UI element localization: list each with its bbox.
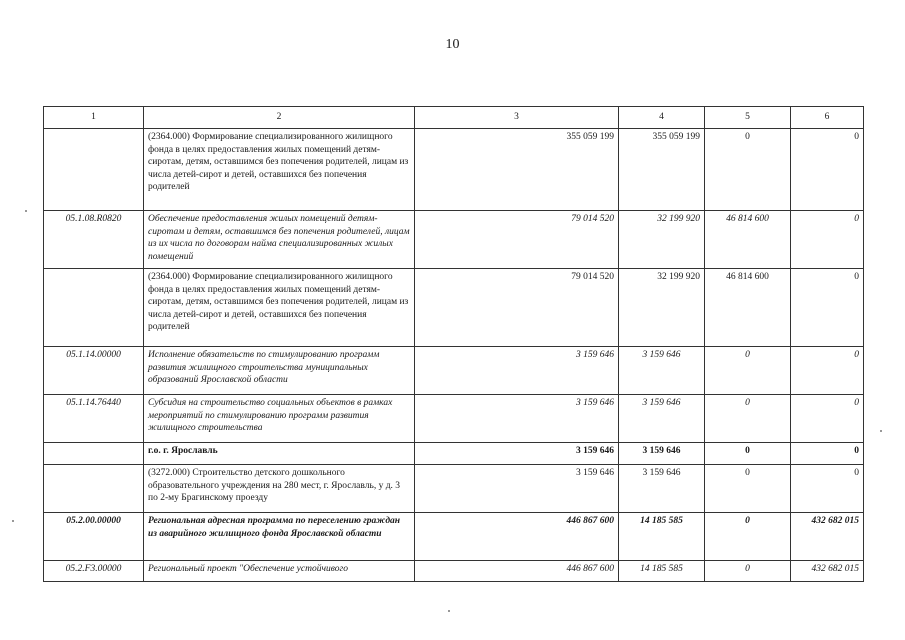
scan-speck	[25, 210, 27, 212]
row-description: Обеспечение предоставления жилых помещений детям-сиротам и детям, оставшимся без попечения родителей, лицам из их числа по договорам найма специализированных жилых помещений	[144, 211, 415, 269]
row-value-col3: 446 867 600	[415, 561, 619, 582]
row-code: 05.2.F3.00000	[44, 561, 144, 582]
column-header-1: 1	[44, 107, 144, 129]
row-code: 05.1.08.R0820	[44, 211, 144, 269]
scan-speck	[12, 520, 14, 522]
row-value-col4: 3 159 646	[619, 347, 705, 395]
row-description: Региональный проект "Обеспечение устойчивого	[144, 561, 415, 582]
row-value-col6: 0	[791, 465, 864, 513]
row-code: 05.1.14.76440	[44, 395, 144, 443]
row-code	[44, 269, 144, 347]
table-header-row	[44, 107, 864, 129]
scan-speck	[880, 430, 882, 432]
scan-speck	[448, 610, 450, 612]
row-value-col3: 3 159 646	[415, 395, 619, 443]
row-value-col5: 0	[705, 347, 791, 395]
row-value-col5: 0	[705, 561, 791, 582]
table-row	[44, 465, 864, 513]
table-row	[44, 129, 864, 211]
table-row	[44, 395, 864, 443]
row-description: Субсидия на строительство социальных объектов в рамках мероприятий по стимулированию программ развития жилищного строительства	[144, 395, 415, 443]
row-description: г.о. г. Ярославль	[144, 443, 415, 465]
table-row	[44, 561, 864, 582]
page-number: 10	[445, 37, 460, 52]
budget-table	[43, 106, 864, 582]
row-value-col4: 32 199 920	[619, 269, 705, 347]
row-value-col6: 0	[791, 129, 864, 211]
row-value-col4: 14 185 585	[619, 561, 705, 582]
column-header-4: 4	[619, 107, 705, 129]
table-row	[44, 513, 864, 561]
row-value-col4: 3 159 646	[619, 443, 705, 465]
row-description: Региональная адресная программа по переселению граждан из аварийного жилищного фонда Ярославской области	[144, 513, 415, 561]
row-value-col6: 432 682 015	[791, 513, 864, 561]
row-code: 05.2.00.00000	[44, 513, 144, 561]
row-value-col5: 0	[705, 129, 791, 211]
column-header-2: 2	[144, 107, 415, 129]
row-value-col5: 0	[705, 443, 791, 465]
column-header-5: 5	[705, 107, 791, 129]
row-value-col5: 0	[705, 513, 791, 561]
row-value-col6: 0	[791, 395, 864, 443]
row-value-col6: 0	[791, 269, 864, 347]
row-code	[44, 465, 144, 513]
table-row	[44, 347, 864, 395]
row-value-col5: 46 814 600	[705, 211, 791, 269]
row-value-col4: 3 159 646	[619, 465, 705, 513]
row-value-col6: 0	[791, 211, 864, 269]
row-value-col5: 46 814 600	[705, 269, 791, 347]
row-value-col3: 79 014 520	[415, 269, 619, 347]
row-value-col3: 3 159 646	[415, 443, 619, 465]
table-row	[44, 211, 864, 269]
row-code	[44, 443, 144, 465]
row-value-col4: 32 199 920	[619, 211, 705, 269]
row-value-col4: 3 159 646	[619, 395, 705, 443]
row-value-col3: 3 159 646	[415, 347, 619, 395]
row-value-col3: 79 014 520	[415, 211, 619, 269]
row-description: (2364.000) Формирование специализированного жилищного фонда в целях предоставления жилых помещений детям-сиротам, детям, оставшимся без попечения родителей, лицам из числа детей-сирот и детей, оставшихся без попечения родителей	[144, 129, 415, 211]
row-value-col3: 3 159 646	[415, 465, 619, 513]
row-value-col6: 432 682 015	[791, 561, 864, 582]
row-value-col5: 0	[705, 395, 791, 443]
row-value-col5: 0	[705, 465, 791, 513]
row-value-col6: 0	[791, 347, 864, 395]
row-code: 05.1.14.00000	[44, 347, 144, 395]
row-description: (3272.000) Строительство детского дошкольного образовательного учреждения на 280 мест, г. Ярославль, у д. 3 по 2-му Брагинскому проезду	[144, 465, 415, 513]
row-description: (2364.000) Формирование специализированного жилищного фонда в целях предоставления жилых помещений детям-сиротам, детям, оставшимся без попечения родителей, лицам из числа детей-сирот и детей, оставшихся без попечения родителей	[144, 269, 415, 347]
table-row	[44, 269, 864, 347]
row-value-col3: 355 059 199	[415, 129, 619, 211]
row-code	[44, 129, 144, 211]
column-header-6: 6	[791, 107, 864, 129]
column-header-3: 3	[415, 107, 619, 129]
row-value-col4: 355 059 199	[619, 129, 705, 211]
row-value-col3: 446 867 600	[415, 513, 619, 561]
row-description: Исполнение обязательств по стимулированию программ развития жилищного строительства муниципальных образований Ярославской области	[144, 347, 415, 395]
row-value-col6: 0	[791, 443, 864, 465]
table-row	[44, 443, 864, 465]
row-value-col4: 14 185 585	[619, 513, 705, 561]
